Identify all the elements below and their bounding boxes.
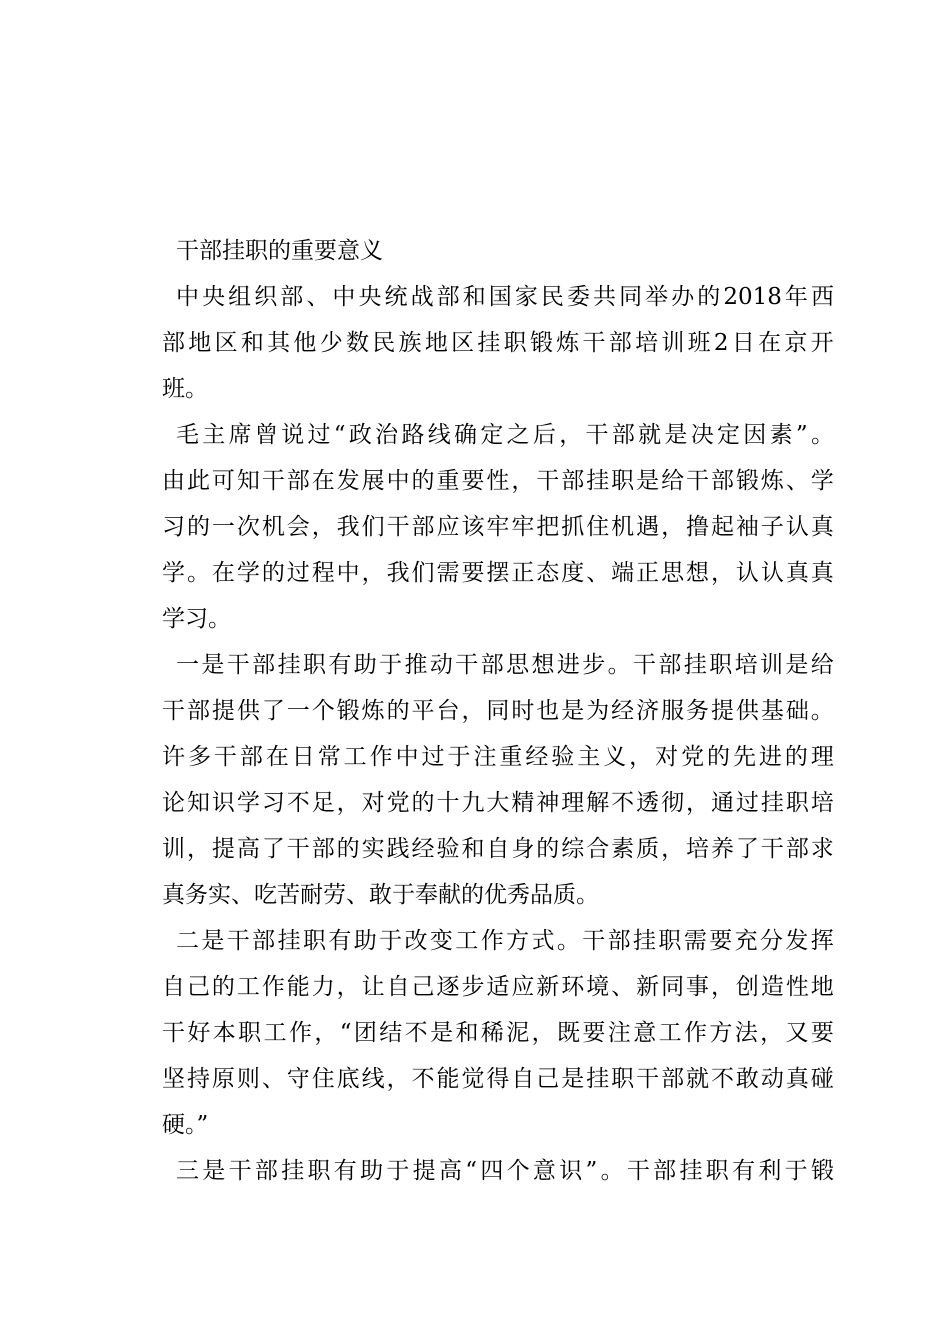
text-line: 训 ， 提 高 了 干 部 的 实 践 经 验 和 自 身 的 综 合 素 质 ， 培 养 了 干 部 求 [162,836,834,862]
text-line: 毛 主 席 曾 说 过 “ 政 治 路 线 确 定 之 后 ， 干 部 就 是 决 定 因 素 ” 。 [176,422,834,448]
text-line: 学 。 在 学 的 过 程 中 ， 我 们 需 要 摆 正 态 度 、 端 正 思 想 ， 认 认 真 真 [162,560,834,586]
text-line: 由 此 可 知 干 部 在 发 展 中 的 重 要 性 ， 干 部 挂 职 是 给 干 部 锻 炼 、 学 [162,468,834,494]
document-body [162,228,834,1194]
text-line: 坚 持 原 则 、 守 住 底 线 ， 不 能 觉 得 自 己 是 挂 职 干 部 就 不 敢 动 真 碰 [162,1066,834,1092]
text-line: 习 的 一 次 机 会 ， 我 们 干 部 应 该 牢 牢 把 抓 住 机 遇 ， 撸 起 袖 子 认 真 [162,514,834,540]
text-line: 许 多 干 部 在 日 常 工 作 中 过 于 注 重 经 验 主 义 ， 对 党 的 先 进 的 理 [162,744,834,770]
document-text [162,274,834,1194]
text-line: 一 是 干 部 挂 职 有 助 于 推 动 干 部 思 想 进 步 。 干 部 挂 职 培 训 是 给 [176,652,834,678]
text-line: 自 己 的 工 作 能 力 ， 让 自 己 逐 步 适 应 新 环 境 、 新 同 事 ， 创 造 性 地 [162,974,834,1000]
text-line: 真务实、吃苦耐劳、敢于奉献的优秀品质。 [162,882,599,908]
text-line: 班。 [162,376,208,402]
text-line: 中 央 组 织 部 、 中 央 统 战 部 和 国 家 民 委 共 同 举 办 的 2018 年 西 [176,284,834,310]
text-line: 三 是 干 部 挂 职 有 助 于 提 高 “ 四 个 意 识 ” 。 干 部 挂 职 有 利 于 锻 [176,1158,834,1184]
text-line: 学习。 [162,606,231,632]
text-line: 部 地 区 和 其 他 少 数 民 族 地 区 挂 职 锻 炼 干 部 培 训 班 2 日 在 京 开 [162,330,834,356]
text-line: 论 知 识 学 习 不 足 ， 对 党 的 十 九 大 精 神 理 解 不 透 彻 ， 通 过 挂 职 培 [162,790,834,816]
text-line: 干 部 提 供 了 一 个 锻 炼 的 平 台 ， 同 时 也 是 为 经 济 服 务 提 供 基 础 。 [162,698,834,724]
text-line: 干 好 本 职 工 作 ， “ 团 结 不 是 和 稀 泥 ， 既 要 注 意 工 作 方 法 ， 又 要 [162,1020,834,1046]
text-line: 硬。” [162,1112,209,1138]
text-line: 二 是 干 部 挂 职 有 助 于 改 变 工 作 方 式 。 干 部 挂 职 需 要 充 分 发 挥 [176,928,834,954]
document-title: 干部挂职的重要意义 [176,238,383,264]
